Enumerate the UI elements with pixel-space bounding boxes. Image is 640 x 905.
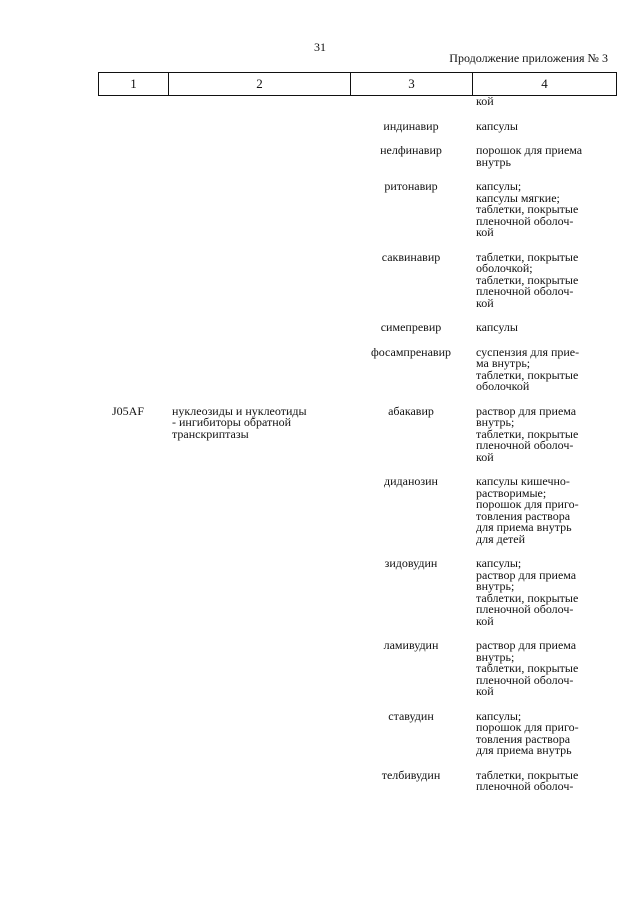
- form-line: кой: [476, 449, 494, 464]
- form-line: пленочной оболоч-: [476, 284, 574, 298]
- drug-name-text: абакавир: [388, 403, 434, 418]
- header-cell-3: 3: [351, 73, 473, 96]
- drug-name: [350, 476, 472, 545]
- form-line: порошок для приго-: [476, 720, 579, 734]
- form-line: капсулы: [476, 320, 518, 334]
- form-line: пленочной оболоч-: [476, 602, 574, 616]
- form-line: таблетки, покрытые: [476, 202, 579, 216]
- drug-name: ритонавир: [384, 179, 438, 193]
- form-line: суспензия для прие-: [476, 344, 580, 359]
- table-body: [98, 96, 616, 806]
- form-column: [472, 403, 616, 806]
- form-line: таблетки, покрытые: [476, 272, 579, 287]
- form-line: таблетки, покрытые: [476, 767, 579, 782]
- drug-form: [476, 403, 616, 464]
- drug-name-text: зидовудин: [384, 556, 438, 570]
- header-cell-1: 1: [99, 73, 169, 96]
- form-line: внутрь;: [476, 649, 515, 664]
- form-line: растворимые;: [476, 485, 547, 500]
- table-row: [98, 344, 616, 393]
- table-row: [98, 322, 616, 334]
- form-line: для приема внутрь: [476, 743, 572, 757]
- form-line: кой: [476, 94, 494, 108]
- form-line: ма внутрь;: [476, 356, 531, 370]
- form-line: внутрь;: [476, 415, 515, 429]
- form-line: таблетки, покрытые: [476, 249, 579, 264]
- form-line: оболочкой: [476, 379, 530, 393]
- drug-name: [350, 708, 472, 757]
- group-title: [168, 403, 350, 806]
- form-line: пленочной оболоч-: [476, 779, 574, 793]
- table-row: [98, 145, 616, 168]
- table-row-fragment: [98, 96, 616, 108]
- form-line: капсулы мягкие;: [476, 190, 560, 205]
- form-line: кой: [476, 295, 494, 310]
- drug-form: [476, 640, 616, 698]
- drug-name: [350, 640, 472, 698]
- drug-name: индинавир: [383, 118, 439, 133]
- group-title-line: нуклеозиды и нуклеотиды: [172, 403, 307, 418]
- form-line: товления раствора: [476, 731, 571, 746]
- group-code: J05AF: [112, 403, 145, 418]
- form-line: капсулы;: [476, 708, 522, 723]
- drug-name: фосампренавир: [370, 344, 452, 359]
- drug-name: [350, 558, 472, 627]
- table-header: [98, 72, 617, 96]
- form-line: для детей: [476, 531, 526, 546]
- form-line: внутрь;: [476, 579, 515, 593]
- form-line: раствор для приема: [476, 638, 577, 652]
- drug-form: [476, 708, 616, 757]
- drug-name-text: ставудин: [388, 708, 434, 723]
- drug-form: [476, 558, 616, 627]
- form-line: кой: [476, 684, 494, 698]
- drug-name: нелфинавир: [380, 143, 442, 157]
- form-line: товления раствора: [476, 508, 571, 523]
- form-line: капсулы: [476, 118, 518, 133]
- form-line: раствор для приема: [476, 567, 577, 582]
- drug-name: [350, 767, 472, 793]
- group-title-line: транскриптазы: [172, 426, 249, 441]
- drug-name-column: [350, 403, 472, 806]
- form-line: пленочной оболоч-: [476, 672, 574, 687]
- drug-name: симепревир: [380, 320, 442, 334]
- form-line: капсулы;: [476, 179, 522, 193]
- table-row: [98, 249, 616, 310]
- drug-form: [476, 476, 616, 545]
- form-line: пленочной оболоч-: [476, 213, 574, 228]
- header-cell-2: 2: [169, 73, 351, 96]
- drug-name-text: телбивудин: [381, 767, 441, 782]
- form-line: пленочной оболоч-: [476, 438, 574, 452]
- form-line: таблетки, покрытые: [476, 661, 579, 675]
- header-cell-4: 4: [473, 73, 617, 96]
- form-line: таблетки, покрытые: [476, 367, 579, 382]
- table-row: [98, 118, 616, 133]
- form-line: для приема внутрь: [476, 520, 572, 534]
- form-line: раствор для приема: [476, 403, 577, 418]
- drug-name-text: ламивудин: [383, 638, 439, 652]
- form-line: порошок для приема: [476, 143, 583, 157]
- form-line: кой: [476, 225, 494, 239]
- form-line: таблетки, покрытые: [476, 590, 579, 605]
- form-line: внутрь: [476, 154, 511, 169]
- form-line: кой: [476, 613, 494, 628]
- drug-form: [476, 767, 616, 793]
- form-line: оболочкой;: [476, 261, 533, 275]
- group-title-line: - ингибиторы обратной: [172, 415, 292, 429]
- drug-name: [350, 403, 472, 464]
- page-number: 31: [314, 40, 326, 54]
- drug-name-text: диданозин: [384, 474, 438, 488]
- table-row: [98, 181, 616, 239]
- form-line: таблетки, покрытые: [476, 426, 579, 441]
- continuation-note: Продолжение приложения № 3: [449, 51, 608, 65]
- drug-name: саквинавир: [381, 249, 441, 264]
- form-line: порошок для приго-: [476, 497, 579, 511]
- group-row: [98, 403, 616, 806]
- form-line: капсулы;: [476, 556, 522, 570]
- form-line: капсулы кишечно-: [476, 474, 570, 488]
